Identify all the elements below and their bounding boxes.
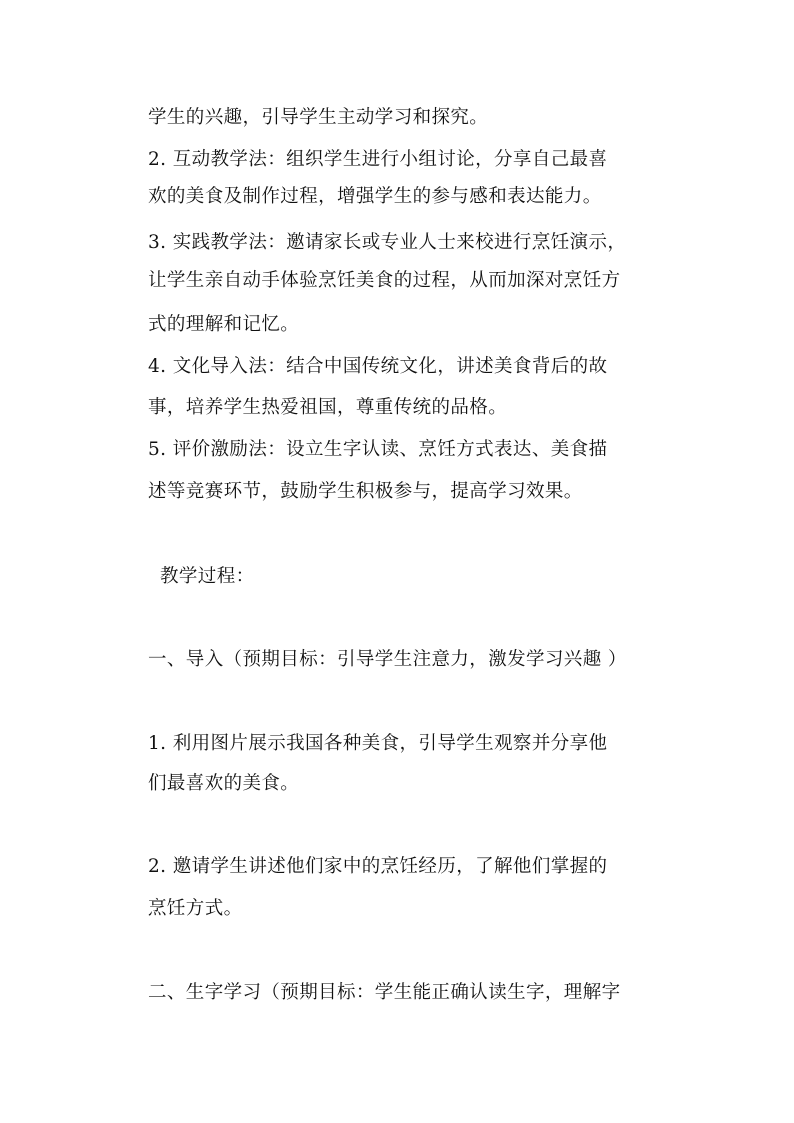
text-line: 4. 文化导入法：结合中国传统文化，讲述美食背后的故 — [148, 356, 608, 377]
text-line: 1. 利用图片展示我国各种美食，引导学生观察并分享他 — [148, 733, 608, 754]
text-line: 2. 邀请学生讲述他们家中的烹饪经历，了解他们掌握的 — [148, 856, 608, 877]
text-line: 2. 互动教学法：组织学生进行小组讨论，分享自己最喜 — [148, 149, 608, 170]
text-line: 烹饪方式。 — [148, 898, 243, 919]
section-heading: 教学过程： — [160, 566, 255, 587]
text-line: 述等竞赛环节，鼓励学生积极参与，提高学习效果。 — [148, 481, 583, 502]
text-line: 学生的兴趣，引导学生主动学习和探究。 — [148, 107, 489, 128]
text-line: 式的理解和记忆。 — [148, 314, 300, 335]
section-heading: 二、生字学习（预期目标：学生能正确认读生字，理解字 — [148, 982, 621, 1003]
text-line: 让学生亲自动手体验烹饪美食的过程，从而加深对烹饪方 — [148, 270, 621, 291]
text-line: 欢的美食及制作过程，增强学生的参与感和表达能力。 — [148, 186, 602, 207]
section-heading: 一、导入（预期目标：引导学生注意力，激发学习兴趣 ） — [148, 649, 627, 670]
text-line: 事，培养学生热爱祖国，尊重传统的品格。 — [148, 397, 508, 418]
text-line: 5. 评价激励法：设立生字认读、烹饪方式表达、美食描 — [148, 439, 608, 460]
text-line: 3. 实践教学法：邀请家长或专业人士来校进行烹饪演示， — [148, 232, 627, 253]
text-line: 们最喜欢的美食。 — [148, 773, 300, 794]
